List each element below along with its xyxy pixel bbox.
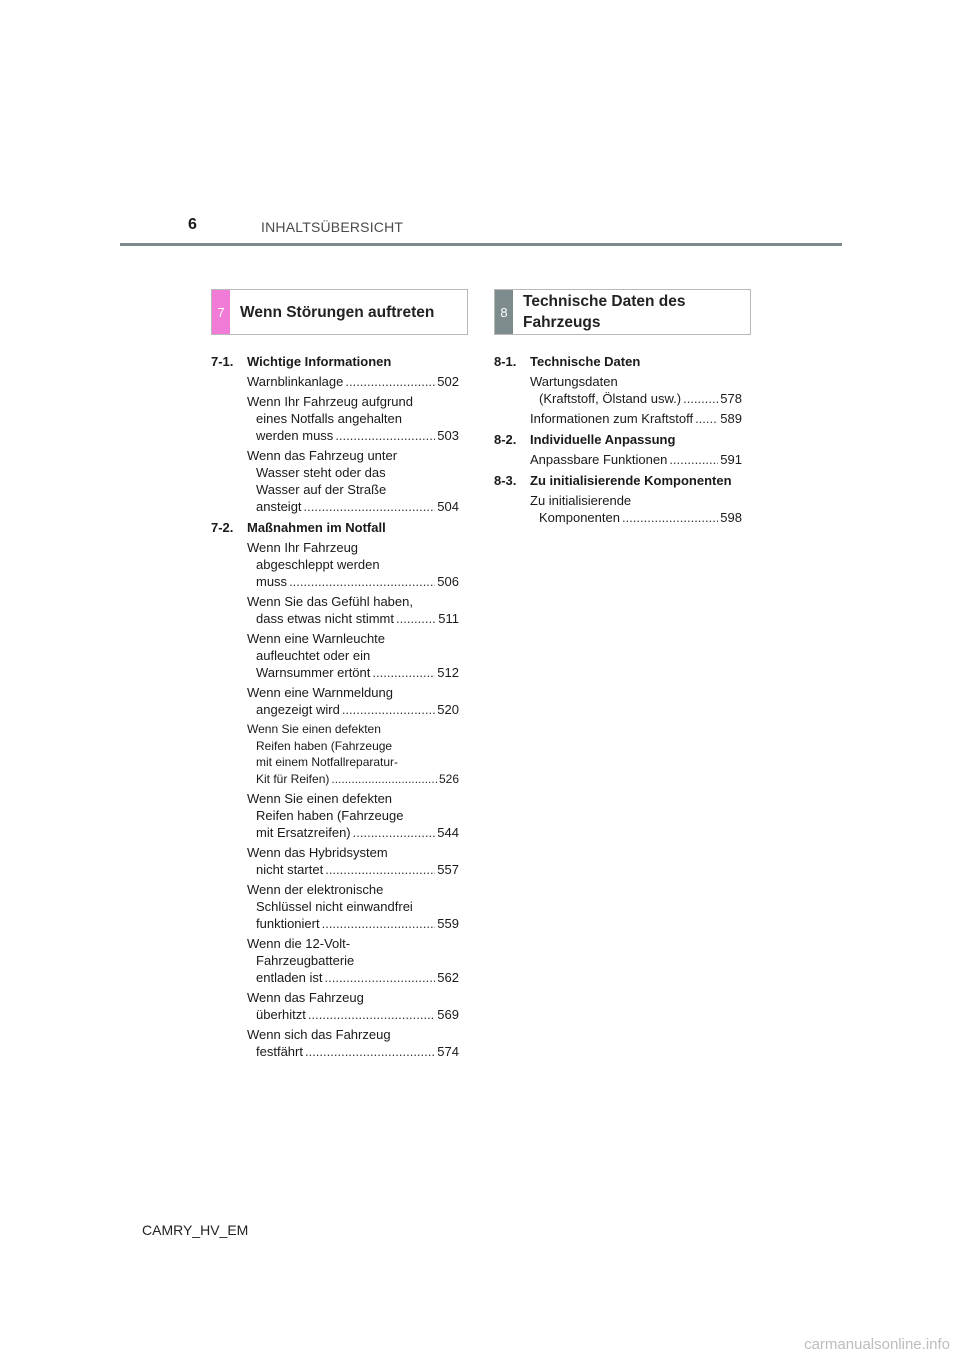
entry-text-line: Wenn Sie einen defekten: [247, 791, 393, 806]
page-ref: 591: [720, 452, 742, 467]
entry-text-line: Wenn sich das Fahrzeug: [247, 1027, 391, 1042]
page-ref: 569: [437, 1007, 459, 1022]
toc-entry[interactable]: [247, 630, 459, 681]
section-heading[interactable]: [494, 472, 742, 489]
page-ref: 598: [720, 510, 742, 525]
chapter-8-contents: [494, 353, 742, 529]
page-ref: 559: [437, 916, 459, 931]
page-ref: 526: [438, 771, 459, 786]
entry-text-line: überhitzt: [256, 1007, 306, 1022]
entry-last-line: [247, 427, 459, 444]
entry-text-line: Wenn eine Warnmeldung: [247, 685, 393, 700]
dot-leader: [669, 451, 718, 468]
entry-last-line: [247, 861, 459, 878]
section-number: 8-3.: [494, 473, 517, 488]
entry-text-line: Komponenten: [539, 510, 620, 525]
entry-last-line: [530, 410, 742, 427]
entry-last-line: [247, 824, 459, 841]
entry-text-line: Wartungsdaten: [530, 374, 618, 389]
toc-entry[interactable]: [530, 451, 742, 468]
page-ref: 520: [437, 702, 459, 717]
page-ref: 512: [437, 665, 459, 680]
chapter-7-header[interactable]: [211, 289, 468, 335]
entry-text-line: aufleuchtet oder ein: [256, 648, 371, 663]
header-rule: [120, 243, 842, 246]
entry-text-line: Fahrzeugbatterie: [256, 953, 355, 968]
entry-text-line: Wenn die 12-Volt-: [247, 936, 351, 951]
chapter-7-contents: [211, 353, 459, 1063]
page-ref: 578: [720, 391, 742, 406]
dot-leader: [342, 701, 435, 718]
dot-leader: [325, 861, 435, 878]
entry-last-line: [247, 915, 459, 932]
entry-text-line: nicht startet: [256, 862, 324, 877]
entry-text-line: muss: [256, 574, 288, 589]
page-ref: 574: [437, 1044, 459, 1059]
entry-last-line: [530, 509, 742, 526]
page-ref: 504: [437, 499, 459, 514]
entry-text-line: Warnblinkanlage: [247, 374, 344, 389]
entry-text-line: Reifen haben (Fahrzeuge: [256, 808, 404, 823]
entry-last-line: [247, 610, 459, 627]
toc-entry[interactable]: [247, 373, 459, 390]
toc-entry[interactable]: [247, 881, 459, 932]
entry-last-line: [247, 771, 459, 788]
entry-text-line: funktioniert: [256, 916, 320, 931]
section-title: Zu initialisierende Komponenten: [530, 473, 732, 488]
entry-text-line: mit einem Notfallreparatur-: [256, 755, 399, 769]
section-heading[interactable]: [211, 353, 459, 370]
entry-text-line: Wasser auf der Straße: [256, 482, 387, 497]
dot-leader: [683, 390, 718, 407]
toc-entry[interactable]: [530, 492, 742, 526]
page-ref: 511: [438, 611, 459, 626]
section-title: Technische Daten: [530, 354, 641, 369]
chapter-7-title: Wenn Störungen auftreten: [240, 303, 435, 321]
entry-text-line: Wenn das Fahrzeug: [247, 990, 364, 1005]
page-ref: 503: [437, 428, 459, 443]
dot-leader: [304, 498, 436, 515]
entry-text-line: Wenn das Hybridsystem: [247, 845, 388, 860]
entry-text-line: ansteigt: [256, 499, 302, 514]
entry-last-line: [247, 573, 459, 590]
entry-last-line: [247, 701, 459, 718]
entry-text-line: abgeschleppt werden: [256, 557, 380, 572]
entry-last-line: [530, 451, 742, 468]
chapter-8-tab: 8: [495, 290, 513, 334]
section-number: 8-1.: [494, 354, 517, 369]
toc-entry[interactable]: [247, 1026, 459, 1060]
footer-model-code: CAMRY_HV_EM: [142, 1222, 249, 1238]
entry-text-line: werden muss: [256, 428, 334, 443]
entry-text-line: Wenn der elektronische: [247, 882, 384, 897]
entry-text-line: entladen ist: [256, 970, 323, 985]
dot-leader: [396, 610, 436, 627]
entry-text-line: Schlüssel nicht einwandfrei: [256, 899, 413, 914]
section-title: Wichtige Informationen: [247, 354, 392, 369]
entry-text-line: Wenn eine Warnleuchte: [247, 631, 386, 646]
entry-text-line: Reifen haben (Fahrzeuge: [256, 738, 393, 753]
entry-text-line: Wenn Sie das Gefühl haben,: [247, 594, 413, 609]
dot-leader: [335, 427, 435, 444]
toc-entry[interactable]: [247, 844, 459, 878]
dot-leader: [622, 509, 718, 526]
dot-leader: [372, 664, 435, 681]
dot-leader: [331, 771, 437, 788]
entry-text-line: Kit für Reifen): [256, 771, 330, 786]
dot-leader: [353, 824, 436, 841]
section-heading[interactable]: [494, 431, 742, 448]
dot-leader: [289, 573, 435, 590]
chapter-7-tab: 7: [212, 290, 230, 334]
page-ref: 557: [437, 862, 459, 877]
entry-text-line: Warnsummer ertönt: [256, 665, 371, 680]
entry-text-line: Wenn Ihr Fahrzeug: [247, 540, 359, 555]
toc-entry[interactable]: [247, 684, 459, 718]
entry-text-line: angezeigt wird: [256, 702, 340, 717]
page-ref: 589: [720, 411, 742, 426]
page-ref: 502: [437, 374, 459, 389]
section-heading[interactable]: [211, 519, 459, 536]
page-number: 6: [188, 216, 197, 233]
dot-leader: [325, 969, 436, 986]
entry-last-line: [247, 1006, 459, 1023]
entry-text-line: Wenn das Fahrzeug unter: [247, 448, 398, 463]
entry-text-line: Wenn Ihr Fahrzeug aufgrund: [247, 394, 413, 409]
dot-leader: [305, 1043, 435, 1060]
entry-text-line: eines Notfalls angehalten: [256, 411, 402, 426]
section-number: 7-2.: [211, 520, 234, 535]
page-ref: 544: [437, 825, 459, 840]
entry-last-line: [247, 373, 459, 390]
header-title: INHALTSÜBERSICHT: [261, 219, 404, 235]
toc-entry[interactable]: [247, 790, 459, 841]
toc-entry[interactable]: [247, 539, 459, 590]
toc-entry[interactable]: [247, 935, 459, 986]
page-ref: 506: [437, 574, 459, 589]
toc-entry[interactable]: [247, 989, 459, 1023]
entry-last-line: [247, 969, 459, 986]
entry-text-line: (Kraftstoff, Ölstand usw.): [539, 391, 682, 406]
entry-last-line: [530, 390, 742, 407]
toc-entry[interactable]: [247, 721, 459, 787]
dot-leader: [695, 410, 718, 427]
toc-entry[interactable]: [530, 410, 742, 427]
entry-text-line: mit Ersatzreifen): [256, 825, 351, 840]
section-title: Maßnahmen im Notfall: [247, 520, 386, 535]
dot-leader: [345, 373, 435, 390]
toc-entry[interactable]: [530, 373, 742, 407]
entry-text-line: festfährt: [256, 1044, 303, 1059]
chapter-8-title: Technische Daten des Fahrzeugs: [523, 293, 686, 331]
toc-entry[interactable]: [247, 593, 459, 627]
dot-leader: [308, 1006, 435, 1023]
toc-entry[interactable]: [247, 447, 459, 515]
toc-entry[interactable]: [247, 393, 459, 444]
entry-text-line: Wasser steht oder das: [256, 465, 386, 480]
section-heading[interactable]: [494, 353, 742, 370]
chapter-8-header[interactable]: [494, 289, 751, 335]
entry-last-line: [247, 664, 459, 681]
entry-text-line: Anpassbare Funktionen: [530, 452, 668, 467]
section-title: Individuelle Anpassung: [530, 432, 676, 447]
watermark: carmanualsonline.info: [804, 1336, 950, 1353]
entry-text-line: Informationen zum Kraftstoff: [530, 411, 694, 426]
entry-text-line: Zu initialisierende: [530, 493, 632, 508]
dot-leader: [322, 915, 436, 932]
entry-text-line: Wenn Sie einen defekten: [247, 722, 381, 736]
entry-last-line: [247, 498, 459, 515]
section-number: 7-1.: [211, 354, 234, 369]
section-number: 8-2.: [494, 432, 517, 447]
entry-last-line: [247, 1043, 459, 1060]
page-ref: 562: [437, 970, 459, 985]
entry-text-line: dass etwas nicht stimmt: [256, 611, 394, 626]
